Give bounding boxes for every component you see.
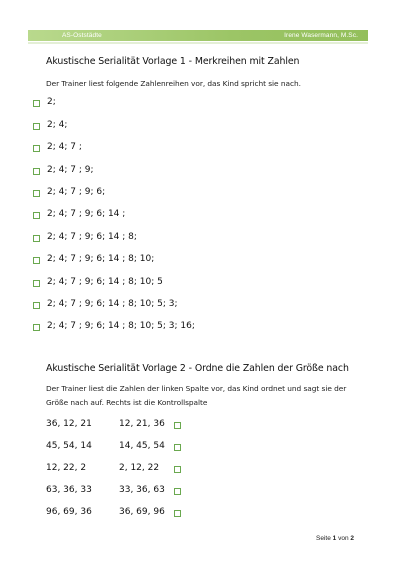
order-left-value: 36, 12, 21 bbox=[46, 419, 92, 429]
order-row bbox=[46, 485, 206, 499]
order-left-value: 45, 54, 14 bbox=[46, 441, 92, 451]
order-control-value: 36, 69, 96 bbox=[119, 507, 165, 517]
order-row bbox=[46, 441, 206, 455]
checkbox[interactable] bbox=[33, 280, 40, 287]
checkbox[interactable] bbox=[33, 235, 40, 242]
page-current: 1 bbox=[332, 535, 337, 542]
order-row bbox=[46, 463, 206, 477]
sequence-text: 2; 4; 7 ; 9; 6; 14 ; 8; 10; 5; 3; 16; bbox=[47, 321, 195, 331]
sequence-text: 2; 4; 7 ; 9; 6; 14 ; 8; bbox=[47, 232, 137, 242]
sequence-text: 2; 4; 7 ; bbox=[47, 142, 82, 152]
order-control-value: 2, 12, 22 bbox=[119, 463, 160, 473]
checkbox[interactable] bbox=[33, 100, 40, 107]
checkbox[interactable] bbox=[33, 168, 40, 175]
checkbox[interactable] bbox=[33, 145, 40, 152]
order-left-value: 96, 69, 36 bbox=[46, 507, 92, 517]
section2-title: Akustische Serialität Vorlage 2 - Ordne die Zahlen der Größe nach bbox=[46, 363, 349, 374]
page-label-middle: von bbox=[336, 535, 351, 542]
sequence-text: 2; bbox=[47, 97, 56, 107]
section2-intro-line1: Der Trainer liest die Zahlen der linken Spalte vor, das Kind ordnet und sagt sie der bbox=[46, 384, 347, 393]
sequence-text: 2; 4; 7 ; 9; 6; 14 ; 8; 10; bbox=[47, 254, 155, 264]
section1-intro: Der Trainer liest folgende Zahlenreihen vor, das Kind spricht sie nach. bbox=[46, 79, 301, 88]
order-control-value: 12, 21, 36 bbox=[119, 419, 165, 429]
checkbox[interactable] bbox=[33, 302, 40, 309]
checkbox[interactable] bbox=[174, 510, 181, 517]
section1-title: Akustische Serialität Vorlage 1 - Merkreihen mit Zahlen bbox=[46, 56, 300, 67]
order-row bbox=[46, 419, 206, 433]
order-left-value: 12, 22, 2 bbox=[46, 463, 87, 473]
page-label-prefix: Seite bbox=[316, 535, 333, 542]
header-band-underline bbox=[28, 42, 368, 44]
order-control-value: 33, 36, 63 bbox=[119, 485, 165, 495]
sequence-text: 2; 4; 7 ; 9; 6; 14 ; bbox=[47, 209, 126, 219]
header-left-text: AS-Oststädte bbox=[62, 32, 102, 39]
checkbox[interactable] bbox=[174, 466, 181, 473]
section2-intro-line2: Größe nach auf. Rechts ist die Kontrollspalte bbox=[46, 398, 208, 407]
sequence-text: 2; 4; 7 ; 9; 6; 14 ; 8; 10; 5; 3; bbox=[47, 299, 178, 309]
checkbox[interactable] bbox=[33, 123, 40, 130]
order-row bbox=[46, 507, 206, 521]
checkbox[interactable] bbox=[33, 190, 40, 197]
sequence-text: 2; 4; 7 ; 9; bbox=[47, 165, 94, 175]
checkbox[interactable] bbox=[174, 422, 181, 429]
checkbox[interactable] bbox=[33, 257, 40, 264]
sequence-text: 2; 4; 7 ; 9; 6; 14 ; 8; 10; 5 bbox=[47, 277, 163, 287]
checkbox[interactable] bbox=[33, 324, 40, 331]
order-left-value: 63, 36, 33 bbox=[46, 485, 92, 495]
checkbox[interactable] bbox=[174, 444, 181, 451]
checkbox[interactable] bbox=[33, 212, 40, 219]
checkbox[interactable] bbox=[174, 488, 181, 495]
page-number bbox=[316, 535, 354, 542]
sequence-text: 2; 4; bbox=[47, 120, 68, 130]
page-total: 2 bbox=[350, 535, 354, 542]
order-control-value: 14, 45, 54 bbox=[119, 441, 165, 451]
header-right-text: Irene Wasermann, M.Sc. bbox=[284, 32, 358, 39]
sequence-text: 2; 4; 7 ; 9; 6; bbox=[47, 187, 106, 197]
